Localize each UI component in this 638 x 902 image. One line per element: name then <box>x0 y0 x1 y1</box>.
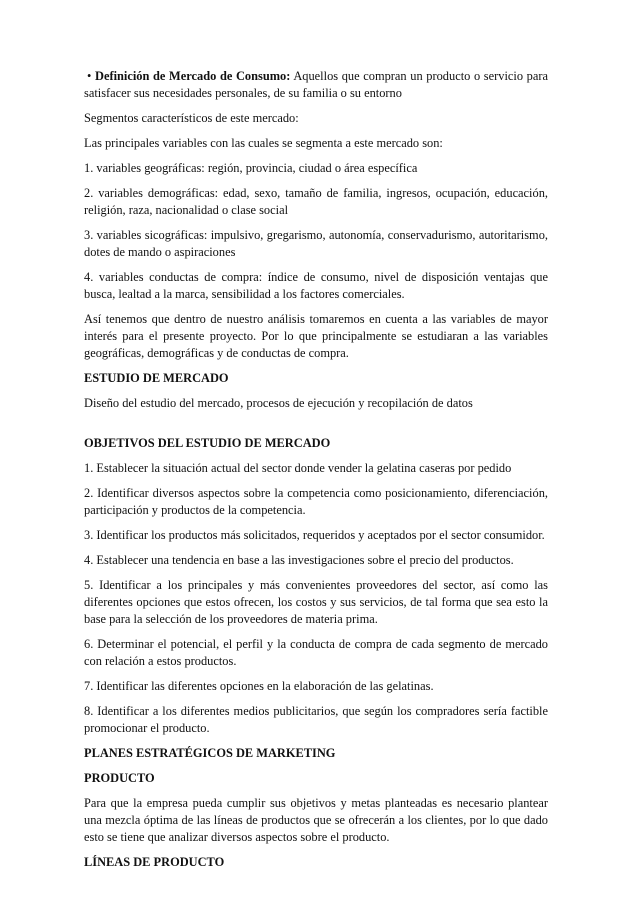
definition-term: Definición de Mercado de Consumo: <box>95 69 291 83</box>
intro-paragraph <box>84 68 548 102</box>
product-heading: PRODUCTO <box>84 771 155 785</box>
variable-item-4: 4. variables conductas de compra: índice de consumo, nivel de disposición ventajas que busca, lealtad a la marca, sensibilidad a los factores comerciales. <box>84 270 548 301</box>
objective-item-7: 7. Identificar las diferentes opciones en la elaboración de las gelatinas. <box>84 679 434 693</box>
product-lines-heading: LÍNEAS DE PRODUCTO <box>84 855 225 869</box>
marketing-heading: PLANES ESTRATÉGICOS DE MARKETING <box>84 746 336 760</box>
objectives-heading: OBJETIVOS DEL ESTUDIO DE MERCADO <box>84 436 331 450</box>
product-paragraph: Para que la empresa pueda cumplir sus objetivos y metas planteadas es necesario plantear una mezcla óptima de las líneas de productos que se ofrecerán a los clientes, por lo que dado esto se tiene que analizar diversos aspectos sobre el producto. <box>84 796 548 844</box>
variables-intro: Las principales variables con las cuales se segmenta a este mercado son: <box>84 136 443 150</box>
objective-item-5: 5. Identificar a los principales y más convenientes proveedores del sector, así como las diferentes opciones que estos ofrecen, los costos y sus servicios, de tal forma que sea esto la base para la selección de los proveedores de materia prima. <box>84 578 548 626</box>
variable-item-1: 1. variables geográficas: región, provincia, ciudad o área específica <box>84 161 418 175</box>
market-study-text: Diseño del estudio del mercado, procesos de ejecución y recopilación de datos <box>84 396 473 410</box>
document-page <box>84 68 548 879</box>
analysis-paragraph: Así tenemos que dentro de nuestro análisis tomaremos en cuenta a las variables de mayor interés para el presente proyecto. Por lo que principalmente se estudiaran a las variables geográficas, demográficas y de conductas de compra. <box>84 312 548 360</box>
objective-item-8: 8. Identificar a los diferentes medios publicitarios, que según los compradores sería factible promocionar el producto. <box>84 704 548 735</box>
variable-item-2: 2. variables demográficas: edad, sexo, tamaño de familia, ingresos, ocupación, educación, religión, raza, nacionalidad o clase social <box>84 186 548 217</box>
objective-item-4: 4. Establecer una tendencia en base a las investigaciones sobre el precio del productos. <box>84 553 514 567</box>
objective-item-3: 3. Identificar los productos más solicitados, requeridos y aceptados por el sector consumidor. <box>84 528 545 542</box>
segments-title: Segmentos característicos de este mercado: <box>84 111 299 125</box>
definition-text: Aquellos que compran un producto o servicio para satisfacer sus necesidades personales, de su familia o su entorno <box>84 69 548 100</box>
variable-item-3: 3. variables sicográficas: impulsivo, gregarismo, autonomía, conservadurismo, autoritarismo, dotes de mando o aspiraciones <box>84 228 548 259</box>
objective-item-2: 2. Identificar diversos aspectos sobre la competencia como posicionamiento, diferenciación, participación y productos de la competencia. <box>84 486 548 517</box>
objective-item-6: 6. Determinar el potencial, el perfil y la conducta de compra de cada segmento de mercado con relación a estos productos. <box>84 637 548 668</box>
market-study-heading: ESTUDIO DE MERCADO <box>84 371 229 385</box>
bullet-marker: • <box>87 69 92 83</box>
objective-item-1: 1. Establecer la situación actual del sector donde vender la gelatina caseras por pedido <box>84 461 512 475</box>
